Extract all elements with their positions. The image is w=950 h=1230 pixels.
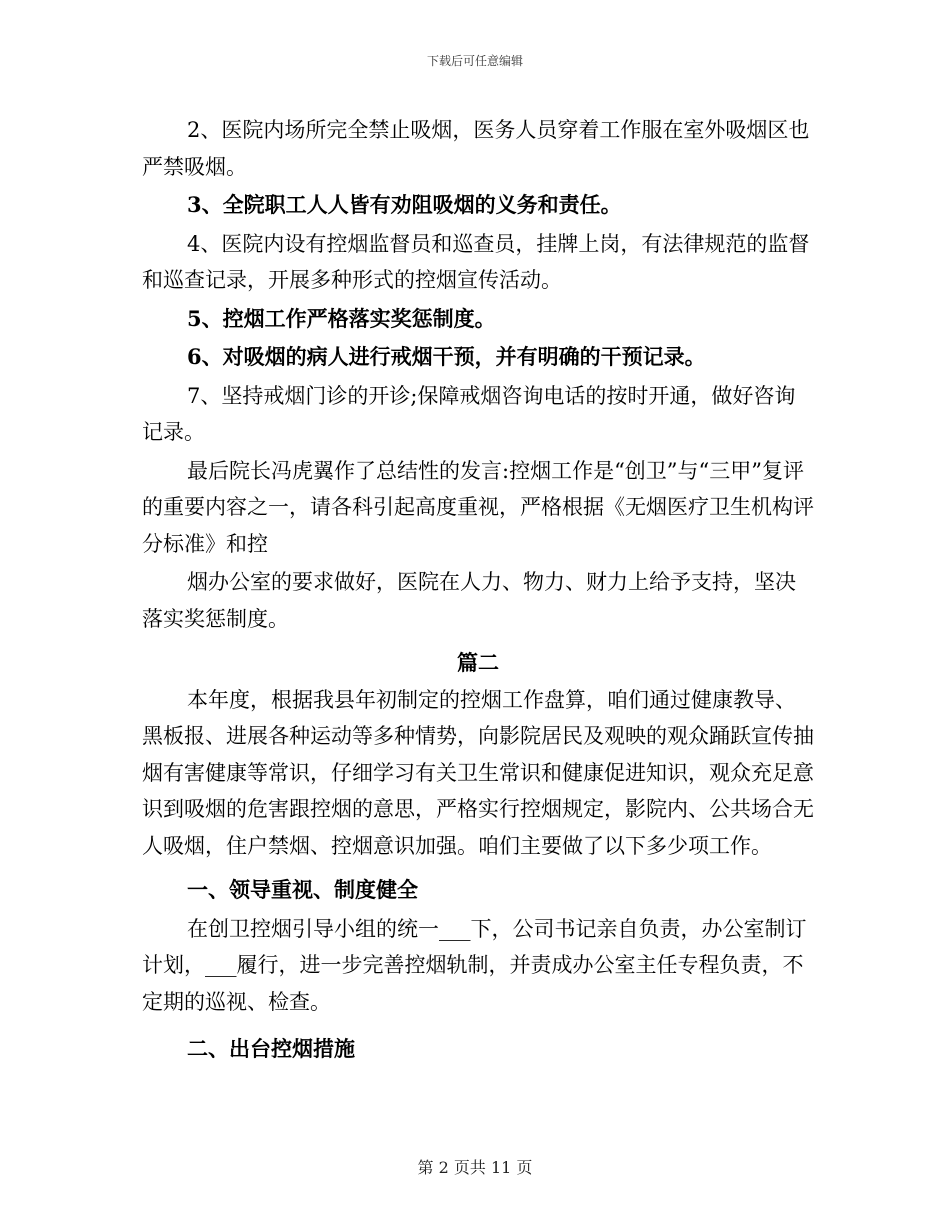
paragraph-summary: 最后院长冯虎翼作了总结性的发言:控烟工作是“创卫”与“三甲”复评的重要内容之一，请各科引起高度重视，严格根据《无烟医疗卫生机构评分标准》和控	[142, 458, 814, 556]
page-number: 第 2 页共 11 页	[417, 1158, 533, 1177]
document-body	[142, 112, 814, 1068]
paragraph-summary-continued: 烟办公室的要求做好，医院在人力、物力、财力上给予支持，坚决落实奖惩制度。	[142, 570, 796, 631]
heading-leadership: 一、领导重视、制度健全	[187, 877, 418, 902]
paragraph-item-4: 4、医院内设有控烟监督员和巡查员，挂牌上岗，有法律规范的监督和巡查记录，开展多种形式的控烟宣传活动。	[142, 231, 810, 292]
page-header: 下载后可任意编辑	[426, 54, 523, 68]
paragraph-leadership: 在创卫控烟引导小组的统一___下，公司书记亲自负责，办公室制订计划，___履行，进一步完善控烟轨制，并责成办公室主任专程负责，不定期的巡视、检查。	[142, 916, 807, 1014]
paragraph-intro: 本年度，根据我县年初制定的控烟工作盘算，咱们通过健康教导、黑板报、进展各种运动等多种情势，向影院居民及观映的观众踊跃宣传抽烟有害健康等常识，仔细学习有关卫生常识和健康促进知识，观众充足意识到吸烟的危害跟控烟的意思，严格实行控烟规定，影院内、公共场合无人吸烟，住户禁烟、控烟意识加强。咱们主要做了以下多少项工作。	[142, 687, 814, 858]
paragraph-item-5: 5、控烟工作严格落实奖惩制度。	[187, 305, 496, 331]
paragraph-item-7: 7、坚持戒烟门诊的开诊;保障戒烟咨询电话的按时开通，做好咨询记录。	[142, 383, 796, 444]
paragraph-item-6: 6、对吸烟的病人进行戒烟干预，并有明确的干预记录。	[187, 344, 706, 369]
paragraph-item-3: 3、全院职工人人皆有劝阻吸烟的义务和责任。	[187, 192, 622, 217]
heading-measures: 二、出台控烟措施	[187, 1036, 355, 1061]
section-title: 篇二	[457, 650, 499, 675]
paragraph-item-2: 2、医院内场所完全禁止吸烟，医务人员穿着工作服在室外吸烟区也严禁吸烟。	[142, 118, 810, 179]
